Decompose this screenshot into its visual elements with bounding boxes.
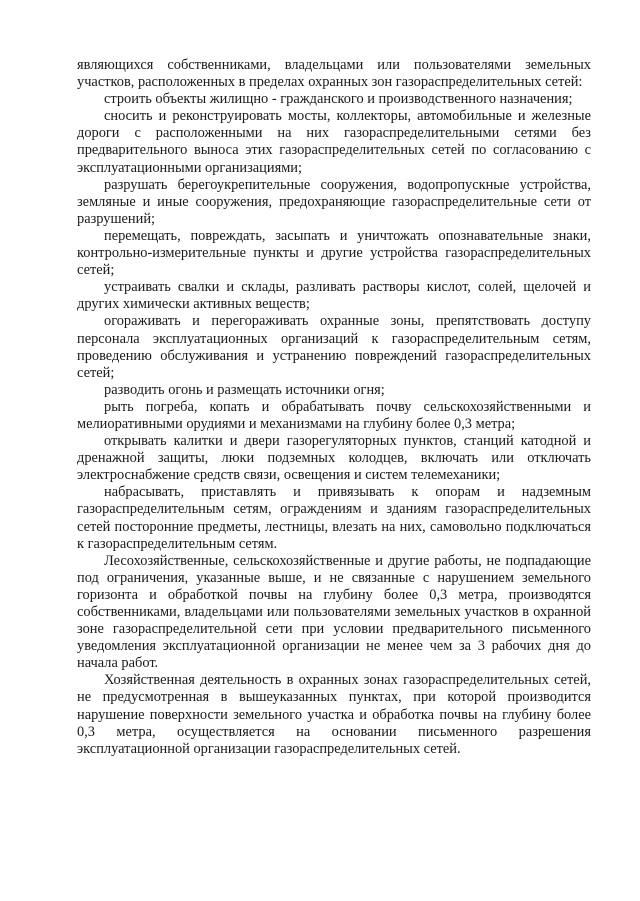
paragraph-intro-continuation: являющихся собственниками, владельцами или пользователями земельных участков, расположенных в пределах охранных зон газораспределительных сетей:: [77, 57, 591, 91]
document-page: [77, 57, 591, 758]
paragraph-economic-activity: Хозяйственная деятельность в охранных зонах газораспределительных сетей, не предусмотренная в вышеуказанных пунктах, при которой производится нарушение поверхности земельного участка и обработка почвы на глубину более 0,3 метра, осуществляется на основании письменного разрешения эксплуатационной организации газораспределительных сетей.: [77, 672, 591, 757]
paragraph-item-opening-doors: открывать калитки и двери газорегуляторных пунктов, станций катодной и дренажной защиты, люки подземных колодцев, включать или отключать электроснабжение средств связи, освещения и систем телемеханики;: [77, 433, 591, 484]
paragraph-item-attaching: набрасывать, приставлять и привязывать к опорам и надземным газораспределительным сетям, ограждениям и зданиям газораспределительных сетей посторонние предметы, лестницы, влезать на них, самовольно подключаться к газораспределительным сетям.: [77, 484, 591, 552]
paragraph-forestry-works: Лесохозяйственные, сельскохозяйственные и другие работы, не подпадающие под ограничения, указанные выше, и не связанные с нарушением земельного горизонта и обработкой почвы на глубину более 0,3 метра, производятся собственниками, владельцами или пользователями земельных участков в охранной зоне газораспределительной сети при условии предварительного письменного уведомления эксплуатационной организации не менее чем за 3 рабочих дня до начала работ.: [77, 552, 591, 672]
paragraph-item-digging: рыть погреба, копать и обрабатывать почву сельскохозяйственными и мелиоративными орудиями и механизмами на глубину более 0,3 метра;: [77, 398, 591, 432]
paragraph-item-dumps: устраивать свалки и склады, разливать растворы кислот, солей, щелочей и других химически активных веществ;: [77, 279, 591, 313]
paragraph-item-move-signs: перемещать, повреждать, засыпать и уничтожать опознавательные знаки, контрольно-измерительные пункты и другие устройства газораспределительных сетей;: [77, 227, 591, 279]
paragraph-item-build: строить объекты жилищно - гражданского и производственного назначения;: [104, 91, 573, 108]
paragraph-item-destroy-structures: разрушать берегоукрепительные сооружения, водопропускные устройства, земляные и иные сооружения, предохраняющие газораспределительные сети от разрушений;: [77, 176, 591, 227]
paragraph-item-fire: разводить огонь и размещать источники огня;: [104, 381, 385, 398]
paragraph-item-fencing: огораживать и перегораживать охранные зоны, препятствовать доступу персонала эксплуатационных организаций к газораспределительным сетям, проведению обслуживания и устранению повреждений газораспределительных сетей;: [77, 313, 591, 381]
paragraph-item-demolish: сносить и реконструировать мосты, коллекторы, автомобильные и железные дороги с расположенными на них газораспределительными сетями без предварительного выноса этих газораспределительных сетей по согласованию с эксплуатационными организациями;: [77, 108, 591, 176]
